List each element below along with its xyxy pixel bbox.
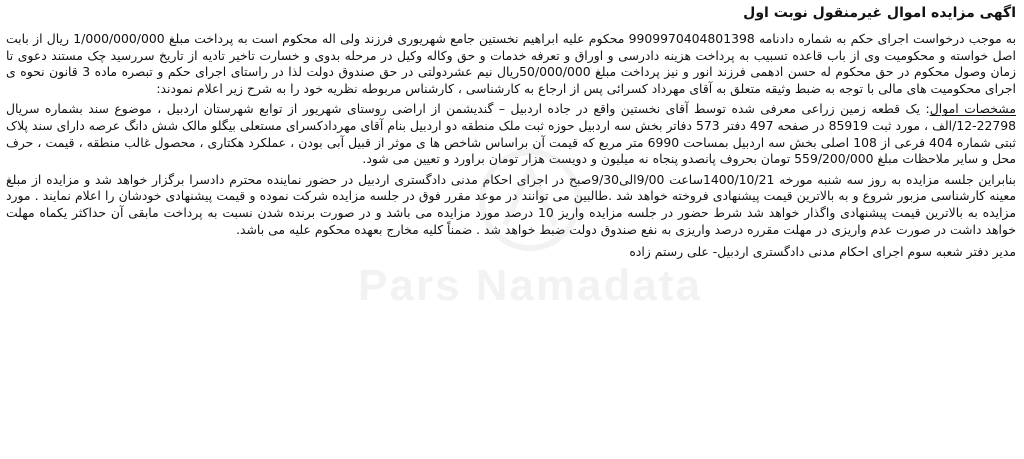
notice-paragraph-auction-session: بنابراین جلسه مزایده به روز سه شنبه مورخه 1400/10/21ساعت 9/00الی9/30صبح در اجرای احکام مدنی دادگستری اردبیل در حضور نماینده محترم دادسرا برگزار خواهد شد و مزایده از مبلغ معینه کارشناسی مزبور شروع و به بالاترین قیمت پیشنهادی فروخته خواهد شد .طالبین می توانند در موعد مقرر فوق در جلسه مزایده شرکت نموده و قیمت پیشنهادی خودشان را اعلام نمایند . مورد مزایده به بالاترین قیمت پیشنهادی واگذار خواهد شد شرط حضور در جلسه مزایده واریز 10 درصد مورد مزایده می باشد و در صورت برنده شدن نسبت به پرداخت مابقی آن حداکثر یکماه مهلت خواهد داشت در صورت عدم واریزی در مهلت مقرره درصد واریزی به نفع صندوق دولت ضبط خواهد شد . ضمناً کلیه مخارج بعهده محکوم علیه می باشد. — [6, 171, 1017, 237]
notice-paragraph-property-specs — [6, 101, 1016, 167]
property-specs-text: : یک قطعه زمین زراعی معرفی شده توسط آقای نخستین واقع در جاده اردبیل – گندیشمن از اراضی روستای شهریور از توابع شهرستان اردبیل ، موضوع سند بشماره سریال 22798-12/الف ، مورد ثبت 85919 در صفحه 497 دفتر 573 دفاتر بخش سه اردبیل حوزه ثبت ملک منطقه دو اردبیل بنام آقای مهردادکسرای مستعلی بیگلو مالک شش دانگ عرصه دارای سند پلاک ثبتی شماره 404 فرعی از 108 اصلی بخش سه اردبیل بمساحت 6990 متر مربع که قیمت آن براساس شاخص ها ی موثر از قبیل آبی بودن ، عملکرد هکتاری ، محصول غالب منطقه ، قیمت ، حرف محل و سایر ملاحظات مبلغ 559/200/000 تومان بحروف پانصدو پنجاه نه میلیون و دویست هزار تومان براورد و تعیین می شود. — [6, 101, 1016, 167]
auction-notice — [6, 4, 1016, 455]
watermark-text: Pars Namadata — [358, 261, 702, 310]
notice-signature: مدیر دفتر شعبه سوم اجرای احکام مدنی دادگستری اردبیل- علی رستم زاده — [629, 244, 1016, 260]
notice-paragraph-judgment: به موجب درخواست اجرای حکم به شماره دادنامه 9909970404801398 محکوم علیه ابراهیم نخستین جامع شهریوری فرزند ولی اله محکوم است به پرداخت مبلغ 1/000/000/000 ریال از بابت اصل خواسته و محکومیت وی از باب قاعده تسبیب به پرداخت هزینه دادرسی و اوراق و تعرفه خدمات و حق وکاله وکیل در مرحله بدوی و خسارت تاخیر تادیه از تاریخ سررسید چک مستند دعوی تا زمان وصول محکوم در حق محکوم له حسن ادهمی فرزند انور و نیز پرداخت مبلغ 50/000/000ریال نیم عشردولتی در حق صندوق دولت لذا در راستای اجرای حکم و تبصره ماده 3 قانون نحوه ی اجرای محکومیت های مالی با توجه به ضبط وثیقه متعلق به آقای مهرداد کسرائی پس از ارجاع به کارشناسی ، کارشناس مربوطه نظریه خود را به شرح زیر اعلام نمودند: — [6, 31, 1017, 96]
property-specs-label: مشخصات اموال — [929, 101, 1016, 117]
notice-title: اگهی مزایده اموال غیرمنقول نوبت اول — [743, 5, 1016, 21]
